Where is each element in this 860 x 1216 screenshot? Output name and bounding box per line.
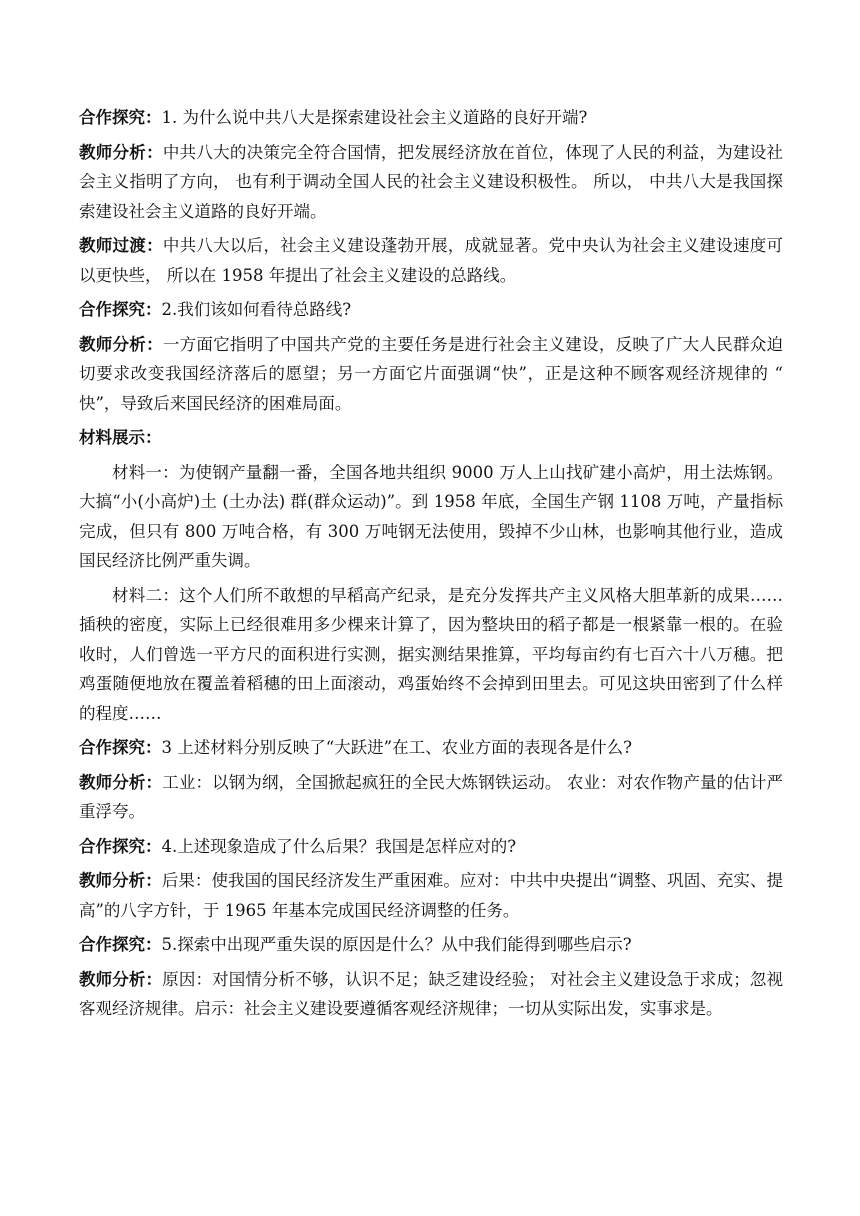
material-display-label: 材料展示： bbox=[79, 428, 162, 447]
transition-text: 中共八大以后，社会主义建设蓬勃开展，成就显著。党中央认为社会主义建设速度可以更快些， 所以在 1958 年提出了社会主义建设的总路线。 bbox=[79, 236, 784, 285]
teacher-analysis-label: 教师分析： bbox=[79, 334, 163, 354]
teacher-analysis-1 bbox=[79, 138, 783, 227]
question-text: 5.探索中出现严重失误的原因是什么？从中我们能得到哪些启示? bbox=[161, 935, 632, 954]
analysis-text: 后果：使我国的国民经济发生严重困难。应对：中共中央提出“调整、巩固、充实、提高”的八字方针，于 1965 年基本完成国民经济调整的任务。 bbox=[79, 871, 784, 920]
cooperative-inquiry-label: 合作探究： bbox=[79, 935, 162, 954]
question-4 bbox=[79, 832, 783, 862]
question-text: 3 上述材料分别反映了“大跃进”在工、农业方面的表现各是什么? bbox=[161, 738, 632, 757]
teacher-analysis-4 bbox=[79, 866, 783, 925]
teacher-analysis-3 bbox=[79, 768, 783, 827]
teacher-transition bbox=[79, 231, 783, 290]
question-text: 4.上述现象造成了什么后果？我国是怎样应对的? bbox=[161, 836, 517, 856]
cooperative-inquiry-label: 合作探究： bbox=[79, 108, 162, 127]
analysis-text: 工业：以钢为纲，全国掀起疯狂的全民大炼钢铁运动。 农业：对农作物产量的估计严重浮夸。 bbox=[79, 772, 783, 821]
analysis-text: 一方面它指明了中国共产党的主要任务是进行社会主义建设，反映了广大人民群众迫切要求改变我国经济落后的愿望；另一方面它片面强调“快”，正是这种不顾客观经济规律的 “ 快”，导致后来国民经济的困难局面。 bbox=[79, 334, 784, 413]
analysis-text: 中共八大的决策完全符合国情，把发展经济放在首位，体现了人民的利益，为建设社会主义指明了方向， 也有利于调动全国人民的社会主义建设积极性。 所以， 中共八大是我国探索建设社会主义道路的良好开端。 bbox=[79, 142, 784, 221]
material-two: 材料二：这个人们所不敢想的早稻高产纪录，是充分发挥共产主义风格大胆革新的成果……插秧的密度，实际上已经很难用多少棵来计算了，因为整块田的稻子都是一根紧靠一根的。在验收时，人们曾选一平方尺的面积进行实测，据实测结果推算，平均每亩约有七百六十八万穗。把鸡蛋随便地放在覆盖着稻穗的田上面滚动，鸡蛋始终不会掉到田里去。可见这块田密到了什么样的程度…… bbox=[79, 585, 783, 723]
teacher-analysis-label: 教师分析： bbox=[79, 142, 163, 162]
teacher-transition-label: 教师过渡： bbox=[79, 236, 163, 255]
cooperative-inquiry-label: 合作探究： bbox=[79, 836, 162, 856]
cooperative-inquiry-label: 合作探究： bbox=[79, 300, 162, 319]
teacher-analysis-label: 教师分析： bbox=[79, 969, 163, 989]
teacher-analysis-label: 教师分析： bbox=[79, 772, 163, 792]
teacher-analysis-2 bbox=[79, 330, 783, 419]
teacher-analysis-5 bbox=[79, 965, 783, 1024]
analysis-text: 原因：对国情分析不够，认识不足；缺乏建设经验； 对社会主义建设急于求成；忽视客观经济规律。启示：社会主义建设要遵循客观经济规律；一切从实际出发，实事求是。 bbox=[79, 969, 783, 1018]
question-1 bbox=[79, 103, 783, 133]
cooperative-inquiry-label: 合作探究： bbox=[79, 738, 162, 757]
material-display-heading bbox=[79, 423, 783, 453]
question-text: 2.我们该如何看待总路线? bbox=[161, 300, 352, 319]
question-3 bbox=[79, 733, 783, 763]
question-5 bbox=[79, 930, 783, 960]
material-one: 材料一：为使钢产量翻一番，全国各地共组织 9000 万人上山找矿建小高炉，用土法炼钢。大搞“小(小高炉)土 (土办法) 群(群众运动)”。到 1958 年底，全国生产钢 1108 万吨，产量指标完成，但只有 800 万吨合格，有 300 万吨钢无法使用，毁掉不少山林，也影响其他行业，造成国民经济比例严重失调。 bbox=[79, 462, 783, 570]
question-2 bbox=[79, 295, 783, 325]
question-text: 1. 为什么说中共八大是探索建设社会主义道路的良好开端? bbox=[161, 108, 588, 127]
teacher-analysis-label: 教师分析： bbox=[79, 871, 162, 890]
document-page bbox=[79, 103, 783, 1029]
